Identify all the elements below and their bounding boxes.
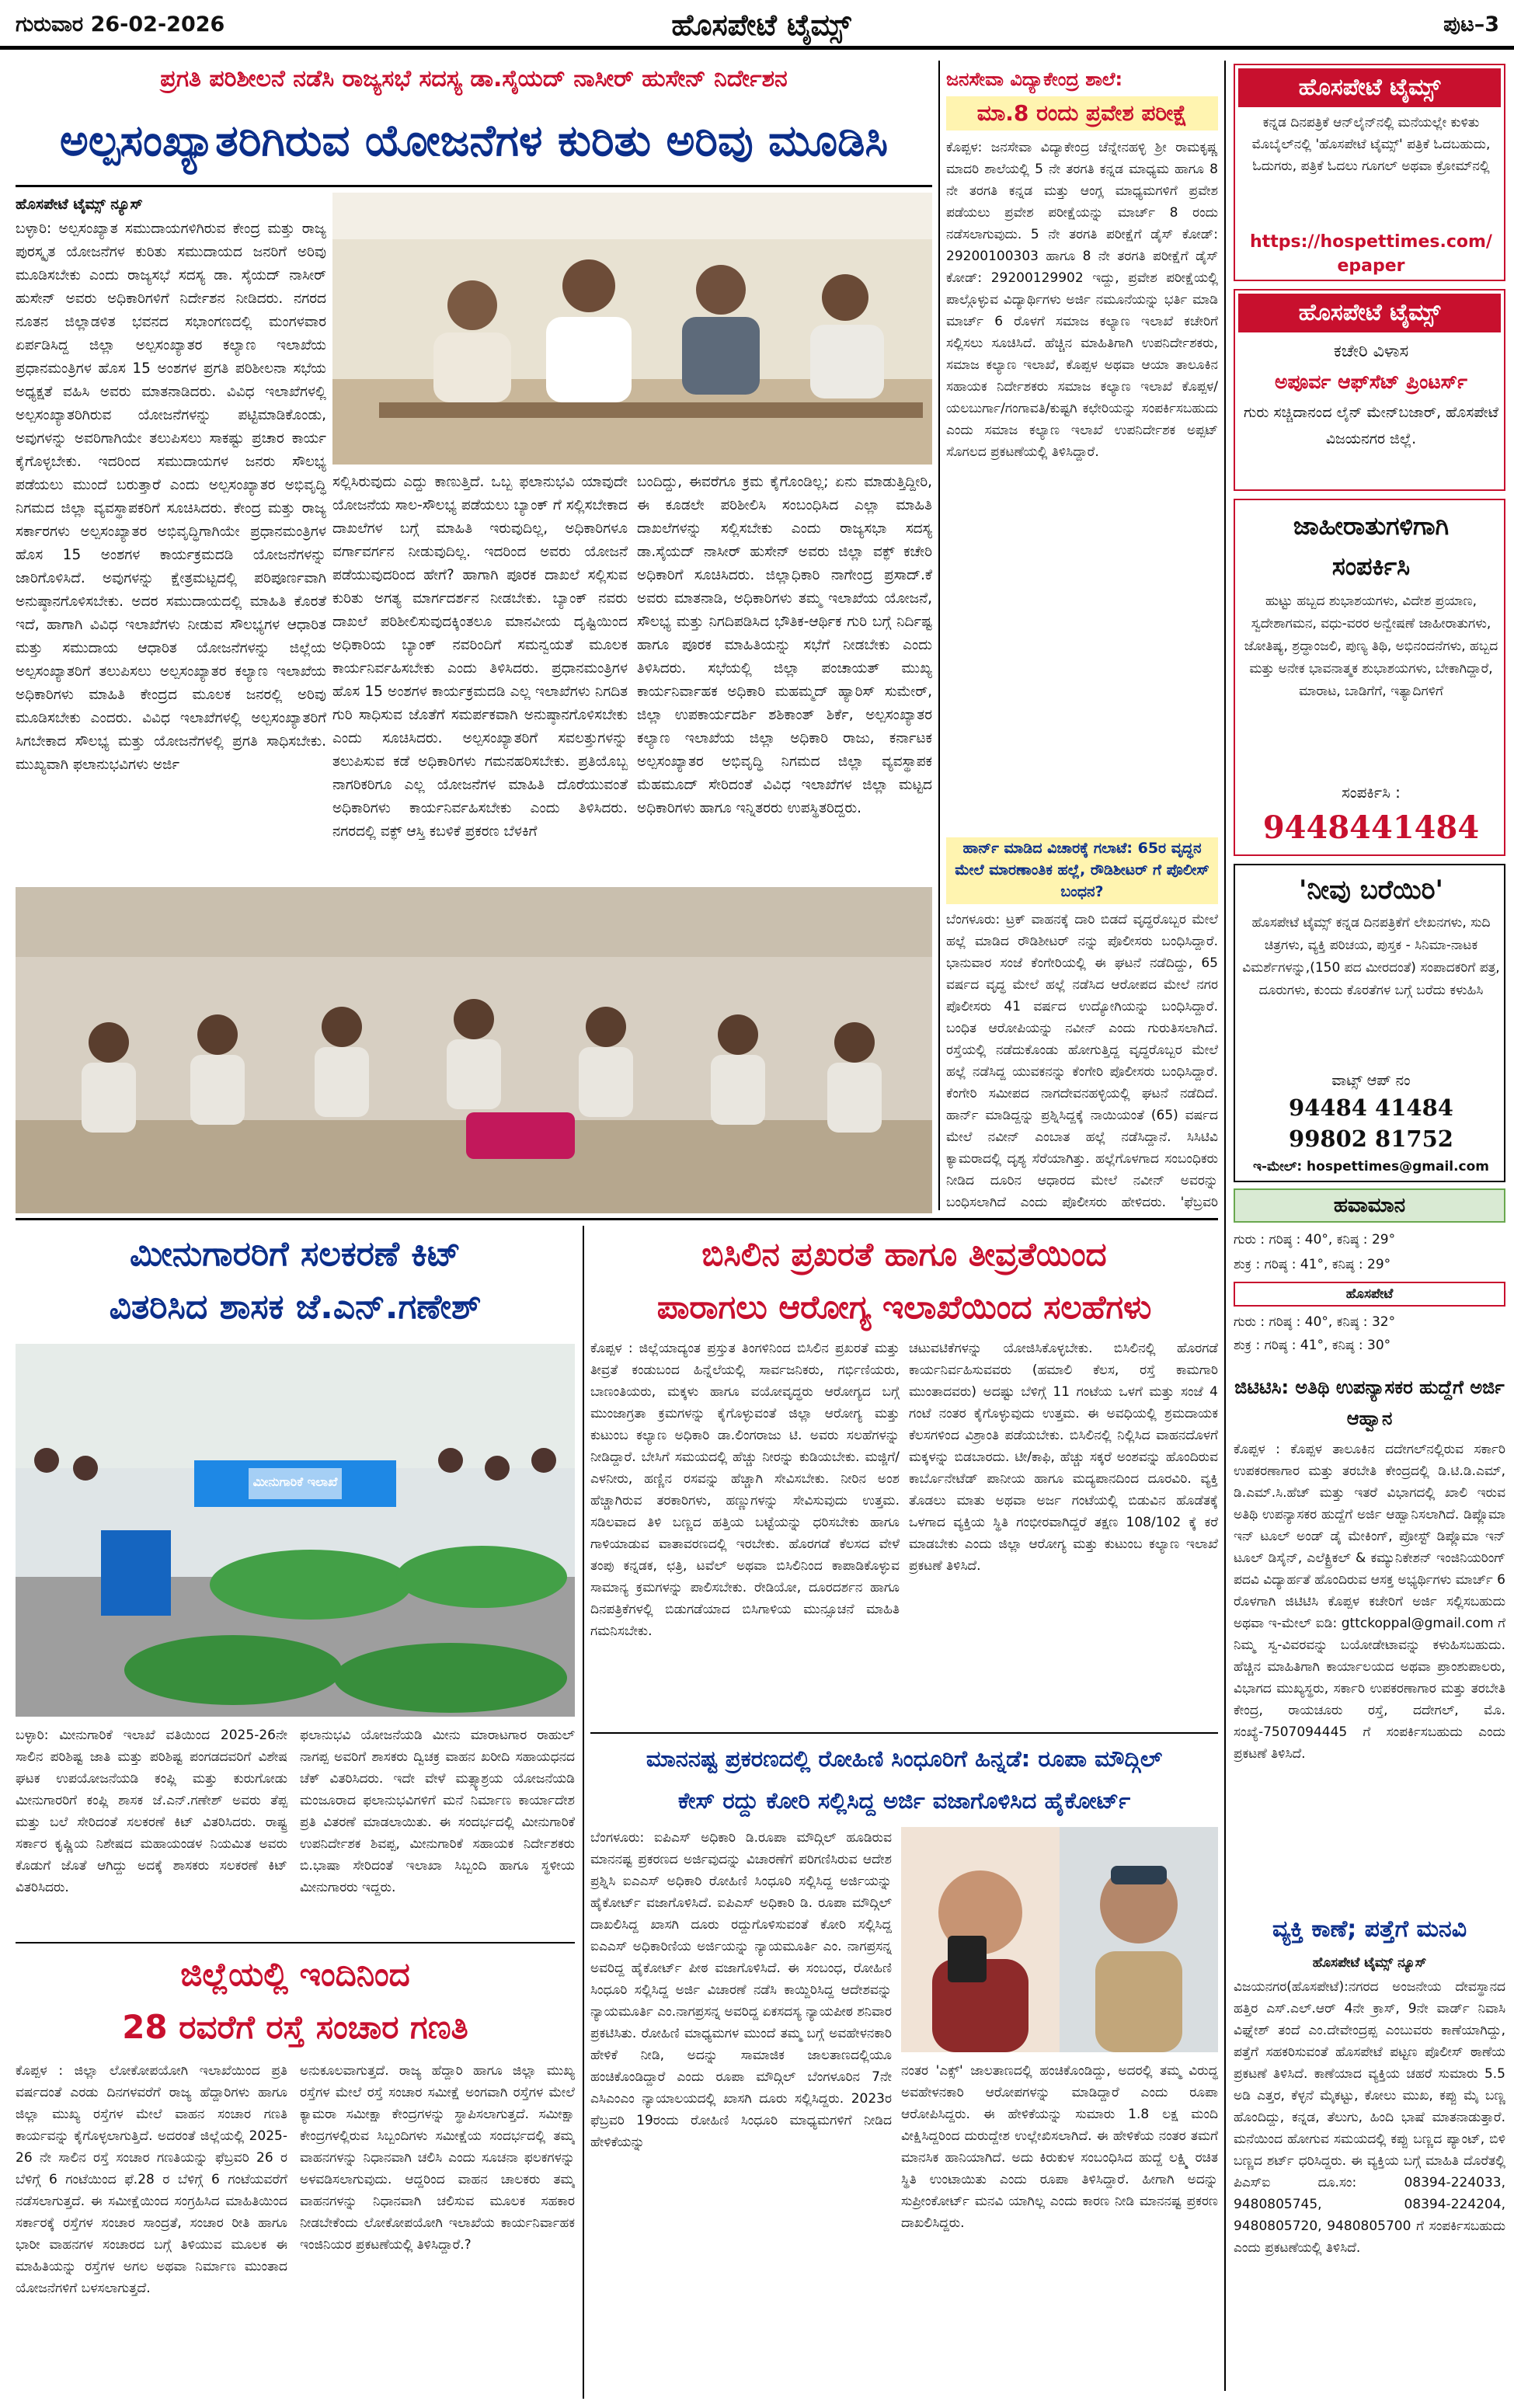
masthead	[0, 0, 1514, 50]
ad-write	[1234, 864, 1505, 1182]
ad-office-addr: ಗುರು ಸಚ್ಚಿದಾನಂದ ಲೈನ್ ಮೇನ್‌ಬಜಾರ್, ಹೊಸಪೇಟೆ ವಿಜಯನಗರ ಜಿಲ್ಲೆ.	[1244, 404, 1498, 447]
ad-classified-contact: ಸಂಪರ್ಕಿಸಿ :	[1342, 783, 1401, 802]
ad-classified-body: ಹುಟ್ಟು ಹಬ್ಬದ ಶುಭಾಶಯಗಳು, ವಿದೇಶ ಪ್ರಯಾಣ, ಸ್ವದೇಶಾಗಮನ, ವಧು-ವರರ ಅನ್ವೇಷಣೆ ಜಾಹೀರಾತುಗಳು, ಜೋತಿಷ್ಯ, ಶ್ರದ್ಧಾಂಜಲಿ, ಪುಣ್ಯ ತಿಥಿ, ಅಭಿನಂದನೆಗಳು, ಹಬ್ಬದ ಮತ್ತು ಅನೇಕ ಭಾವನಾತ್ಮಕ ಶುಭಾಶಯಗಳು, ಬೇಕಾಗಿದ್ದಾರೆ, ಮಾರಾಟ, ಬಾಡಿಗೆಗೆ, ಇತ್ಯಾದಿಗಳಿಗೆ	[1244, 593, 1498, 699]
ad-classified-phone: 9448441484	[1262, 809, 1480, 846]
fisher-photo	[16, 1344, 575, 1717]
meeting-photo-art	[332, 193, 932, 465]
missing-body: ವಿಜಯನಗರ(ಹೊಸಪೇಟೆ):ನಗರದ ಅಂಜನೇಯ ದೇವಸ್ಥಾನದ ಹತ್ತಿರ ಎಸ್.ಎಲ್.ಆರ್ 4ನೇ ಕ್ರಾಸ್, 9ನೇ ವಾರ್ಡ್ ನಿವಾಸಿ ವಿಘ್ನೇಶ್ ತಂದೆ ಎಂ.ದೇವೇಂದ್ರಪ್ಪ ಎಂಬುವರು ಕಾಣೆಯಾಗಿದ್ದು, ಪತ್ತೆಗೆ ಸಹಕರಿಸುವಂತೆ ಹೊಸಪೇಟೆ ಪಟ್ಟಣ ಪೊಲೀಸ್ ಠಾಣೆಯ ಪ್ರಕಟಣೆ ತಿಳಿಸಿದೆ. ಕಾಣೆಯಾದ ವ್ಯಕ್ತಿಯ ಚಹರೆ ಸುಮಾರು 5.5 ಅಡಿ ಎತ್ತರ, ಕೆಳ್ಳನೆ ಮೈಕಟ್ಟು, ಕೋಲು ಮುಖ, ಕಪ್ಪು ಮೈ ಬಣ್ಣ ಹೊಂದಿದ್ದು, ಕನ್ನಡ, ತೆಲುಗು, ಹಿಂದಿ ಭಾಷೆ ಮಾತನಾಡುತ್ತಾರೆ. ಮನೆಯಿಂದ ಹೋಗುವ ಸಮಯದಲ್ಲಿ ಕಪ್ಪು ಬಣ್ಣದ ಪ್ಯಾಂಟ್, ಬಿಳಿ ಬಣ್ಣದ ಶರ್ಟ್ ಧರಿಸಿದ್ದರು. ಈ ವ್ಯಕ್ತಿಯ ಬಗ್ಗೆ ಮಾಹಿತಿ ದೊರೆತಲ್ಲಿ ಪಿಎಸ್ಐ ದೂ.ಸಂ: 08394-224033, 9480805745, 08394-224204, 9480805720, 9480805700 ಗೆ ಸಂಪರ್ಕಿಸಬಹುದು ಎಂದು ಪ್ರಕಟಣೆಯಲ್ಲಿ ತಿಳಿಸಿದೆ.	[1234, 1979, 1505, 2256]
missing-headline: ವ್ಯಕ್ತಿ ಕಾಣೆ; ಪತ್ತೆಗೆ ಮನವಿ	[1272, 1916, 1467, 1943]
masthead-title: ಹೊಸಪೇಟೆ ಟೈಮ್ಸ್	[671, 8, 851, 42]
lead-rule	[16, 185, 932, 187]
ad-write-email: ಇ-ಮೇಲ್: hospettimes@gmail.com	[1252, 1159, 1490, 1174]
court-col2: ನಂತರ 'ಎಕ್ಸ್' ಜಾಲತಾಣದಲ್ಲಿ ಹಂಚಿಕೊಂಡಿದ್ದು, ಅದರಲ್ಲಿ ತಮ್ಮ ವಿರುದ್ಧ ಅವಹೇಳನಕಾರಿ ಆರೋಪಗಳನ್ನು ಮಾಡಿದ್ದಾರೆ ಎಂದು ರೂಪಾ ಆರೋಪಿಸಿದ್ದರು. ಈ ಹೇಳಿಕೆಯನ್ನು ಸುಮಾರು 1.8 ಲಕ್ಷ ಮಂದಿ ವೀಕ್ಷಿಸಿದ್ದರಿಂದ ದುರುದ್ದೇಶ ಉಲ್ಲೇಖಿಸಲಾಗಿದೆ. ಈ ಹೇಳಿಕೆಯ ನಂತರ ತಮಗೆ ಮಾನಸಿಕ ಹಾನಿಯಾಗಿದೆ. ಅದು ಕಿರುಕುಳ ಸಂಬಂಧಿಸಿದ ಹುದ್ದೆ ಲಕ್ಷ್ಮಿ ರಚಿತ ಸ್ಥಿತಿ ಉಂಟಾಯಿತು ಎಂದು ರೂಪಾ ತಿಳಿಸಿದ್ದಾರೆ. ಹೀಗಾಗಿ ಅದನ್ನು ಸುಪ್ರೀಂಕೋರ್ಟ್ ಮನವಿ ಯಾಗಿಲ್ಲ ಎಂದು ಕಾರಣ ನೀಡಿ ಮಾನನಷ್ಟ ಪ್ರಕರಣ ದಾಖಲಿಸಿದ್ದರು.	[901, 2063, 1218, 2231]
ad-write-phone2: 99802 81752	[1289, 1126, 1453, 1152]
lead-kicker: ಪ್ರಗತಿ ಪರಿಶೀಲನೆ ನಡೆಸಿ ರಾಜ್ಯಸಭೆ ಸದಸ್ಯ ಡಾ.ಸೈಯದ್ ನಾಸೀರ್ ಹುಸೇನ್ ನಿರ್ದೇಶನ	[160, 65, 788, 92]
murder-kicker: ಹಾರ್ನ್ ಮಾಡಿದ ವಿಚಾರಕ್ಕೆ ಗಲಾಟೆ: 65ರ ವೃದ್ಧನ ಮೇಲೆ ಮಾರಣಾಂತಿಕ ಹಲ್ಲೆ, ರೌಡಿಶೀಟರ್ ಗೆ ಪೊಲೀಸ್ ಬಂಧನ?	[946, 837, 1218, 904]
audience-photo	[16, 887, 932, 1213]
missing-byline: ಹೊಸಪೇಟೆ ಟೈಮ್ಸ್ ನ್ಯೂಸ್	[1312, 1955, 1427, 1971]
ad-online-url[interactable]: https://hospettimes.com/	[1250, 232, 1492, 252]
ad-online-epaper[interactable]: epaper	[1337, 256, 1405, 276]
ad-classified-title: ಜಾಹೀರಾತುಗಳಿಗಾಗಿ	[1293, 511, 1450, 541]
divider-v1	[938, 61, 940, 1210]
ad-office-printer: ಅಪೂರ್ವ ಆಫ್‌ಸೆಟ್ ಪ್ರಿಂಟರ್ಸ್	[1274, 371, 1468, 393]
lecturer-headline: ಜಿಟಿಟಿಸಿ: ಅತಿಥಿ ಉಪನ್ಯಾಸಕರ ಹುದ್ದೆಗೆ ಅರ್ಜಿ ಆಹ್ವಾನ	[1234, 1376, 1505, 1429]
exam-kicker: ಜನಸೇವಾ ವಿದ್ಯಾಕೇಂದ್ರ ಶಾಲೆ:	[946, 68, 1123, 90]
ad-write-body: ಹೊಸಪೇಟೆ ಟೈಮ್ಸ್ ಕನ್ನಡ ದಿನಪತ್ರಿಕೆಗೆ ಲೇಖನಗಳು, ಸುದಿ ಚಿತ್ರಗಳು, ವ್ಯಕ್ತಿ ಪರಿಚಯ, ಪುಸ್ತಕ - ಸಿನಿಮಾ-ನಾಟಕ ವಿಮರ್ಶೆಗಳನ್ನು,(150 ಪದ ಮೀರದಂತೆ) ಸಂಪಾದಕರಿಗೆ ಪತ್ರ, ದೂರುಗಳು, ಕುಂದು ಕೊರತೆಗಳ ಬಗ್ಗೆ ಬರೆದು ಕಳುಹಿಸಿ	[1242, 915, 1500, 998]
divider-h3	[590, 1732, 1218, 1734]
ad-classified-title2: ಸಂಪರ್ಕಿಸಿ	[1331, 552, 1411, 581]
exam-body: ಕೊಪ್ಪಳ: ಜನಸೇವಾ ವಿದ್ಯಾಕೇಂದ್ರ ಚೆನ್ನೇನಹಳ್ಳಿ ಶ್ರೀ ರಾಮಕೃಷ್ಣ ಮಾದರಿ ಶಾಲೆಯಲ್ಲಿ 5 ನೇ ತರಗತಿ ಕನ್ನಡ ಮಾಧ್ಯಮ ಹಾಗೂ 8 ನೇ ತರಗತಿ ಕನ್ನಡ ಮತ್ತು ಆಂಗ್ಲ ಮಾಧ್ಯಮಗಳಿಗೆ ಪ್ರವೇಶ ಪಡೆಯಲು ಪ್ರವೇಶ ಪರೀಕ್ಷೆಯನ್ನು ಮಾರ್ಚ್ 8 ರಂದು ನಡೆಸಲಾಗುವುದು. 5 ನೇ ತರಗತಿ ಪರೀಕ್ಷೆಗೆ ಡೈಸ್ ಕೋಡ್: 29200100303 ಹಾಗೂ 8 ನೇ ತರಗತಿ ಪರೀಕ್ಷೆಗೆ ಡೈಸ್ ಕೋಡ್: 29200129902 ಇದ್ದು, ಪ್ರವೇಶ ಪರೀಕ್ಷೆಯಲ್ಲಿ ಪಾಲ್ಗೊಳ್ಳುವ ವಿದ್ಯಾರ್ಥಿಗಳು ಅರ್ಜಿ ನಮೂನೆಯನ್ನು ಭರ್ತಿ ಮಾಡಿ ಮಾರ್ಚ್ 6 ರೊಳಗೆ ಸಮಾಜ ಕಲ್ಯಾಣ ಇಲಾಖೆ ಕಚೇರಿಗೆ ಸಲ್ಲಿಸಲು ಸೂಚಿಸಿದೆ. ಹೆಚ್ಚಿನ ಮಾಹಿತಿಗಾಗಿ ಉಪನಿರ್ದೇಶಕರು, ಸಮಾಜ ಕಲ್ಯಾಣ ಇಲಾಖೆ, ಕೊಪ್ಪಳ ಅಥವಾ ಆಯಾ ತಾಲೂಕಿನ ಸಹಾಯಕ ನಿರ್ದೇಶಕರು ಸಮಾಜ ಕಲ್ಯಾಣ ಇಲಾಖೆ ಕೊಪ್ಪಳ/ಯಲಬುರ್ಗಾ/ಗಂಗಾವತಿ/ಕುಷ್ಟಗಿ ಕಛೇರಿಯನ್ನು ಸಂಪರ್ಕಿಸಬಹುದು ಎಂದು ಸಮಾಜ ಕಲ್ಯಾಣ ಇಲಾಖೆ ಉಪನಿರ್ದೇಶಕ ಅಪ್ಪಟ್ ಸೊಗಲದ ಪ್ರಕಟಣೆಯಲ್ಲಿ ತಿಳಿಸಿದ್ದಾರೆ.	[946, 140, 1218, 460]
court-col1: ಬೆಂಗಳೂರು: ಐಪಿಎಸ್ ಅಧಿಕಾರಿ ಡಿ.ರೂಪಾ ಮೌದ್ಗಿಲ್ ಹೂಡಿರುವ ಮಾನನಷ್ಟ ಪ್ರಕರಣದ ಅರ್ಜಿವುದನ್ನು ವಿಚಾರಣೆಗೆ ಪರಿಗಣಿಸಿರುವ ಆದೇಶ ಪ್ರಶ್ನಿಸಿ ಐಎಎಸ್ ಅಧಿಕಾರಿ ರೋಹಿಣಿ ಸಿಂಧೂರಿ ಸಲ್ಲಿಸಿದ್ದ ಅರ್ಜಿಯನ್ನು ಹೈಕೋರ್ಟ್ ವಜಾಗೊಳಿಸಿದೆ. ಐಪಿಎಸ್ ಅಧಿಕಾರಿ ಡಿ. ರೂಪಾ ಮೌದ್ಗಿಲ್ ದಾಖಲಿಸಿದ್ದ ಖಾಸಗಿ ದೂರು ರದ್ದುಗೊಳಿಸುವಂತೆ ಕೋರಿ ಸಲ್ಲಿಸಿದ್ದ ಐಎಎಸ್ ಅಧಿಕಾರಿಣಿಯ ಅರ್ಜಿಯನ್ನು ನ್ಯಾಯಮೂರ್ತಿ ಎಂ. ನಾಗಪ್ರಸನ್ನ ಅವರಿದ್ದ ಹೈಕೋರ್ಟ್ ಪೀಠ ವಜಾಗೊಳಿಸಿದೆ. ಈ ಸಂಬಂಧ, ರೋಹಿಣಿ ಸಿಂಧೂರಿ ಸಲ್ಲಿಸಿದ್ದ ಅರ್ಜಿ ವಿಚಾರಣೆ ನಡೆಸಿ ಕಾಯ್ದಿರಿಸಿದ್ದ ಆದೇಶವನ್ನು ನ್ಯಾಯಮೂರ್ತಿ ಎಂ.ನಾಗಪ್ರಸನ್ನ ಅವರಿದ್ದ ಏಕಸದಸ್ಯ ನ್ಯಾಯಪೀಠ ಶನಿವಾರ ಪ್ರಕಟಿಸಿತು. ರೋಹಿಣಿ ಮಾಧ್ಯಮಗಳ ಮುಂದೆ ತಮ್ಮ ಬಗ್ಗೆ ಅವಹೇಳನಕಾರಿ ಹೇಳಿಕೆ ನೀಡಿ, ಅದನ್ನು ಸಾಮಾಜಿಕ ಜಾಲತಾಣದಲ್ಲಿಯೂ ಹಂಚಿಕೊಂಡಿದ್ದಾರೆ ಎಂದು ರೂಪಾ ಮೌದ್ಗಿಲ್ ಬೆಂಗಳೂರಿನ 7ನೇ ಎಸಿಎಂಎಂ ನ್ಯಾಯಾಲಯದಲ್ಲಿ ಖಾಸಗಿ ದೂರು ಸಲ್ಲಿಸಿದ್ದರು. 2023ರ ಫೆಬ್ರವರಿ 19ರಂದು ರೋಹಿಣಿ ಸಿಂಧೂರಿ ಮಾಧ್ಯಮಗಳಿಗೆ ನೀಡಿದ ಹೇಳಿಕೆಯನ್ನು	[590, 1830, 892, 2150]
weather-box	[1234, 1188, 1505, 1359]
heat-col2: ಚಟುವಟಿಕೆಗಳನ್ನು ಯೋಜಿಸಿಕೊಳ್ಳಬೇಕು. ಬಿಸಿಲಿನಲ್ಲಿ ಹೊರಗಡೆ ಕಾರ್ಯನಿರ್ವಹಿಸುವವರು (ಹಮಾಲಿ ಕೆಲಸ, ರಸ್ತೆ ಕಾಮಗಾರಿ ಮುಂತಾದವರು) ಅದಷ್ಟು ಬೆಳಿಗ್ಗೆ 11 ಗಂಟೆಯ ಒಳಗೆ ಮತ್ತು ಸಂಜೆ 4 ಗಂಟೆ ನಂತರ ಕೈಗೊಳ್ಳುವುದು ಉತ್ತಮ. ಈ ಅವಧಿಯಲ್ಲಿ ಶ್ರಮದಾಯಕ ಕೆಲಸಗಳಿಂದ ವಿಶ್ರಾಂತಿ ಪಡೆಯಬೇಕು. ಬಿಸಿಲಿನಲ್ಲಿ ನಿಲ್ಲಿಸಿದ ವಾಹನದೊಳಗೆ ಮಕ್ಕಳನ್ನು ಬಿಡಬಾರದು. ಟೀ/ಕಾಫಿ, ಹೆಚ್ಚು ಸಕ್ಕರೆ ಅಂಶವನ್ನು ಹೊಂದಿರುವ ಕಾರ್ಬೊನೇಟೆಡ್ ಪಾನೀಯ ಹಾಗೂ ಮದ್ಯಪಾನದಿಂದ ದೂರವಿರಿ. ವ್ಯಕ್ತಿ ತೊಡಲು ಮಾತು ಅಥವಾ ಅರ್ಜ ಗಂಟೆಯಲ್ಲಿ ಬಿಡುವಿನ ಹೊಡೆತಕ್ಕೆ ಒಳಗಾದ ವ್ಯಕ್ತಿಯ ಸ್ಥಿತಿ ಗಂಭೀರವಾಗಿದ್ದರೆ ತಕ್ಷಣ 108/102 ಕ್ಕೆ ಕರೆ ಮಾಡಬೇಕು ಎಂದು ಜಿಲ್ಲಾ ಆರೋಗ್ಯ ಮತ್ತು ಕುಟುಂಬ ಕಲ್ಯಾಣ ಇಲಾಖೆ ಪ್ರಕಟಣೆ ತಿಳಿಸಿದೆ.	[909, 1341, 1218, 1574]
ad-office-title: ಹೊಸಪೇಟೆ ಟೈಮ್ಸ್	[1238, 294, 1501, 332]
census-col2: ಅನುಕೂಲವಾಗುತ್ತದೆ. ರಾಜ್ಯ ಹೆದ್ದಾರಿ ಹಾಗೂ ಜಿಲ್ಲಾ ಮುಖ್ಯ ರಸ್ತೆಗಳ ಮೇಲೆ ರಸ್ತೆ ಸಂಚಾರ ಸಮೀಕ್ಷೆ ಅಂಗವಾಗಿ ರಸ್ತೆಗಳ ಮೇಲೆ ಕ್ಯಾಮರಾ ಸಮೀಕ್ಷಾ ಕೇಂದ್ರಗಳನ್ನು ಸ್ಥಾಪಿಸಲಾಗುತ್ತದೆ. ಸಮೀಕ್ಷಾ ಕೇಂದ್ರಗಳಲ್ಲಿರುವ ಸಿಬ್ಬಂದಿಗಳು ಸಮೀಕ್ಷೆಯ ಸಂದರ್ಭದಲ್ಲಿ ತಮ್ಮ ವಾಹನಗಳನ್ನು ನಿಧಾನವಾಗಿ ಚಲಿಸಿ ಎಂದು ಸೂಚನಾ ಫಲಕಗಳನ್ನು ಅಳವಡಿಸಲಾಗುವುದು. ಆದ್ದರಿಂದ ವಾಹನ ಚಾಲಕರು ತಮ್ಮ ವಾಹನಗಳನ್ನು ನಿಧಾನವಾಗಿ ಚಲಿಸುವ ಮೂಲಕ ಸಹಕಾರ ನೀಡಬೇಕೆಂದು ಲೋಕೋಪಯೋಗಿ ಇಲಾಖೆಯ ಕಾರ್ಯನಿರ್ವಾಹಕ ಇಂಜಿನಿಯರ ಪ್ರಕಟಣೆಯಲ್ಲಿ ತಿಳಿಸಿದ್ದಾರೆ.?	[300, 2063, 575, 2253]
weather-row2: ಶುಕ್ರ : ಗರಿಷ್ಠ : 41°, ಕನಿಷ್ಠ : 29°	[1234, 1257, 1391, 1272]
lead-byline: ಹೊಸಪೇಟೆ ಟೈಮ್ಸ್ ನ್ಯೂಸ್	[16, 196, 143, 213]
masthead-page: ಪುಟ–3	[1443, 12, 1499, 37]
ad-office-line1: ಕಚೇರಿ ವಿಳಾಸ	[1333, 342, 1409, 361]
ad-write-phone1: 94484 41484	[1289, 1094, 1453, 1121]
weather-city: ಹೊಸಪೇಟೆ	[1234, 1282, 1505, 1307]
masthead-date: ಗುರುವಾರ 26-02-2026	[16, 12, 225, 37]
ad-office	[1234, 289, 1505, 491]
ad-online-body: ಕನ್ನಡ ದಿನಪತ್ರಿಕೆ ಆನ್‌ಲೈನ್‌ನಲ್ಲಿ ಮನೆಯಲ್ಲೇ ಕುಳಿತು ಮೊಬೈಲ್‌ನಲ್ಲಿ 'ಹೊಸಪೇಟೆ ಟೈಮ್ಸ್' ಪತ್ರಿಕೆ ಓದಬಹುದು, ಓದುಗರು, ಪತ್ರಿಕೆ ಓದಲು ಗೂಗಲ್ ಅಥವಾ ಕ್ರೋಮ್‌ನಲ್ಲಿ	[1251, 115, 1491, 174]
lead-col3: ಬಂದಿದ್ದು, ಈವರೆಗೂ ಕ್ರಮ ಕೈಗೊಂಡಿಲ್ಲ; ಏನು ಮಾಡುತ್ತಿದ್ದೀರಿ, ಈ ಕೂಡಲೇ ಪರಿಶೀಲಿಸಿ ಸಂಬಂಧಿಸಿದ ಎಲ್ಲಾ ಮಾಹಿತಿ ದಾಖಲೆಗಳನ್ನು ಸಲ್ಲಿಸಬೇಕು ಎಂದು ರಾಜ್ಯಸಭಾ ಸದಸ್ಯ ಡಾ.ಸೈಯದ್ ನಾಸೀರ್ ಹುಸೇನ್ ಅವರು ಜಿಲ್ಲಾ ವಕ್ಫ್ ಕಚೇರಿ ಅಧಿಕಾರಿಗೆ ಸೂಚಿಸಿದರು. ಜಿಲ್ಲಾಧಿಕಾರಿ ನಾಗೇಂದ್ರ ಪ್ರಸಾದ್.ಕೆ ಅವರು ಮಾತನಾಡಿ, ಅಧಿಕಾರಿಗಳು ತಮ್ಮ ಇಲಾಖೆಯ ಯೋಜನೆ, ಸೌಲಭ್ಯ ಮತ್ತು ನಿಗದಿಪಡಿಸಿದ ಭೌತಿಕ-ಆರ್ಥಿಕ ಗುರಿ ಬಗ್ಗೆ ನಿರ್ದಿಷ್ಟ ಹಾಗೂ ಪೂರಕ ಮಾಹಿತಿಯನ್ನು ಸಭೆಗೆ ನೀಡಬೇಕು ಎಂದು ತಿಳಿಸಿದರು. ಸಭೆಯಲ್ಲಿ ಜಿಲ್ಲಾ ಪಂಚಾಯತ್ ಮುಖ್ಯ ಕಾರ್ಯನಿರ್ವಾಹಕ ಅಧಿಕಾರಿ ಮಹಮ್ಮದ್ ಹ್ಯಾರಿಸ್ ಸುಮೇರ್, ಜಿಲ್ಲಾ ಉಪಕಾರ್ಯದರ್ಶಿ ಶಶಿಕಾಂತ್ ಶಿರ್ಕೆ, ಅಲ್ಪಸಂಖ್ಯಾತರ ಕಲ್ಯಾಣ ಇಲಾಖೆಯ ಜಿಲ್ಲಾ ಅಧಿಕಾರಿ ರಾಜು, ಕರ್ನಾಟಕ ಅಲ್ಪಸಂಖ್ಯಾತರ ಅಭಿವೃದ್ಧಿ ನಿಗಮದ ಜಿಲ್ಲಾ ವ್ಯವಸ್ಥಾಪಕ ಮೆಹಮೂದ್ ಸೇರಿದಂತೆ ವಿವಿಧ ಇಲಾಖೆಗಳ ಜಿಲ್ಲಾ ಮಟ್ಟದ ಅಧಿಕಾರಿಗಳು ಹಾಗೂ ಇನ್ನಿತರರು ಉಪಸ್ಥಿತರಿದ್ದರು.	[637, 474, 932, 816]
divider-h2	[16, 1942, 575, 1943]
census-headline1: ಜಿಲ್ಲೆಯಲ್ಲಿ ಇಂದಿನಿಂದ	[180, 1955, 410, 1993]
fisher-photo-art	[16, 1344, 575, 1717]
fisher-photo-banner: ಮೀನುಗಾರಿಕೆ ಇಲಾಖೆ	[252, 1474, 338, 1489]
divider-v2	[1224, 61, 1226, 2391]
fisher-headline2: ವಿತರಿಸಿದ ಶಾಸಕ ಜೆ.ಎನ್.ಗಣೇಶ್	[109, 1287, 482, 1327]
lead-headline: ಅಲ್ಪಸಂಖ್ಯಾತರಿಗಿರುವ ಯೋಜನೆಗಳ ಕುರಿತು ಅರಿವು ಮೂಡಿಸಿ	[59, 116, 889, 166]
divider-v3	[583, 1226, 584, 2399]
fisher-col1: ಬಳ್ಳಾರಿ: ಮೀನುಗಾರಿಕೆ ಇಲಾಖೆ ವತಿಯಿಂದ 2025-26ನೇ ಸಾಲಿನ ಪರಿಶಿಷ್ಟ ಜಾತಿ ಮತ್ತು ಪರಿಶಿಷ್ಟ ಪಂಗಡದವರಿಗೆ ವಿಶೇಷ ಘಟಕ ಉಪಯೋಜನೆಯಡಿ ಕಂಪ್ಲಿ ಮತ್ತು ಕುರುಗೋಡು ಮೀನುಗಾರರಿಗೆ ಕಂಪ್ಲಿ ಶಾಸಕ ಜೆ.ಎನ್.ಗಣೇಶ್ ಅವರು ತೆಪ್ಪ ಮತ್ತು ಬಲೆ ಸೇರಿದಂತೆ ಸಲಕರಣೆ ಕಿಟ್ ವಿತರಿಸಿದರು. ರಾಷ್ಟ್ರ ಸರ್ಕಾರ ಕೃಷ್ಣಿಯ ನಿಶೇಷದ ಮಹಾಯಂಡಳ ನಿಯಮಿತ ಅವರು ಕೊಡುಗೆ ಜೊತೆ ಆಗಿದ್ದು ಅದಕ್ಕೆ ಶಾಸಕರು ಸಲಕರಣೆ ಕಿಟ್ ವಿತರಿಸಿದರು.	[16, 1728, 287, 1895]
ad-online	[1234, 64, 1505, 281]
weather-row3: ಗುರು : ಗರಿಷ್ಠ : 40°, ಕನಿಷ್ಠ : 32°	[1234, 1314, 1396, 1330]
weather-row1: ಗುರು : ಗರಿಷ್ಠ : 40°, ಕನಿಷ್ಠ : 29°	[1234, 1232, 1396, 1247]
ad-classified	[1234, 499, 1505, 856]
lead-col1: ಬಳ್ಳಾರಿ: ಅಲ್ಪಸಂಖ್ಯಾತ ಸಮುದಾಯಗಳಿಗಿರುವ ಕೇಂದ್ರ ಮತ್ತು ರಾಜ್ಯ ಪುರಸ್ಕೃತ ಯೋಜನೆಗಳ ಕುರಿತು ಸಮುದಾಯದ ಜನರಿಗೆ ಅರಿವು ಮೂಡಿಸಬೇಕು ಎಂದು ರಾಜ್ಯಸಭೆ ಸದಸ್ಯ ಡಾ. ಸೈಯದ್ ನಾಸೀರ್ ಹುಸೇನ್ ಅವರು ಅಧಿಕಾರಿಗಳಿಗೆ ನಿರ್ದೇಶನ ನೀಡಿದರು. ನಗರದ ನೂತನ ಜಿಲ್ಲಾಡಳಿತ ಭವನದ ಸಭಾಂಗಣದಲ್ಲಿ ಮಂಗಳವಾರ ಏರ್ಪಡಿಸಿದ್ದ ಜಿಲ್ಲಾ ಅಲ್ಪಸಂಖ್ಯಾತರ ಕಲ್ಯಾಣ ಇಲಾಖೆಯ ಪ್ರಧಾನಮಂತ್ರಿಗಳ ಹೊಸ 15 ಅಂಶಗಳ ಪ್ರಗತಿ ಪರಿಶೀಲನಾ ಸಭೆಯ ಅಧ್ಯಕ್ಷತೆ ವಹಿಸಿ ಅವರು ಮಾತನಾಡಿದರು. ವಿವಿಧ ಇಲಾಖೆಗಳಲ್ಲಿ ಅಲ್ಪಸಂಖ್ಯಾತರಿಗಿರುವ ಯೋಜನೆಗಳನ್ನು ಪಟ್ಟಿಮಾಡಿಕೊಂಡು, ಅವುಗಳನ್ನು ಅವರಿಗಾಗಿಯೇ ತಲುಪಿಸಲು ಸಾಕಷ್ಟು ಪ್ರಚಾರ ಕಾರ್ಯ ಕೈಗೊಳ್ಳಬೇಕು. ಇದರಿಂದ ಸಮುದಾಯಗಳ ಜನರು ಸೌಲಭ್ಯ ಪಡೆಯಲು ಮುಂದೆ ಬರುತ್ತಾರೆ ಎಂದು ಅಲ್ಪಸಂಖ್ಯಾತರ ಅಭಿವೃದ್ಧಿ ನಿಗಮದ ಜಿಲ್ಲಾ ವ್ಯವಸ್ಥಾಪಕರಿಗೆ ಸೂಚಿಸಿದರು. ಕೇಂದ್ರ ಮತ್ತು ರಾಜ್ಯ ಸರ್ಕಾರಗಳು ಅಲ್ಪಸಂಖ್ಯಾತರ ಅಭಿವೃದ್ಧಿಗಾಗಿಯೇ ಪ್ರಧಾನಮಂತ್ರಿಗಳ ಹೊಸ 15 ಅಂಶಗಳ ಕಾರ್ಯಕ್ರಮದಡಿ ಯೋಜನೆಗಳನ್ನು ಜಾರಿಗೊಳಿಸಿದೆ. ಅವುಗಳನ್ನು ಕ್ಷೇತ್ರಮಟ್ಟದಲ್ಲಿ ಪರಿಪೂರ್ಣವಾಗಿ ಅನುಷ್ಠಾನಗೊಳಿಸಬೇಕು. ಅದರ ಸಮುದಾಯದಲ್ಲಿ ಮಾಹಿತಿ ಕೊರತೆ ಇದೆ, ಹಾಗಾಗಿ ವಿವಿಧ ಇಲಾಖೆಗಳು ನೀಡುವ ಸೌಲಭ್ಯಗಳ ಆಧಾರಿತ ಮತ್ತು ಸಮುದಾಯ ಆಧಾರಿತ ಯೋಜನೆಗಳನ್ನು ಜಿಲ್ಲೆಯ ಅಲ್ಪಸಂಖ್ಯಾತರಿಗೆ ತಲುಪಿಸಲು ಅಲ್ಪಸಂಖ್ಯಾತರ ಕಲ್ಯಾಣ ಇಲಾಖೆಯ ಅಧಿಕಾರಿಗಳು ಮಾಹಿತಿ ಕೇಂದ್ರದ ಮೂಲಕ ಜನರಲ್ಲಿ ಅರಿವು ಮೂಡಿಸಬೇಕು ಎಂದರು. ವಿವಿಧ ಇಲಾಖೆಗಳಲ್ಲಿ ಅಲ್ಪಸಂಖ್ಯಾತರಿಗೆ ಸಿಗಬೇಕಾದ ಸೌಲಭ್ಯ ಮತ್ತು ಯೋಜನೆಗಳಲ್ಲಿ ಪ್ರಗತಿ ಸಾಧಿಸಬೇಕು. ಮುಖ್ಯವಾಗಿ ಫಲಾನುಭವಿಗಳು ಅರ್ಜಿ	[16, 221, 326, 773]
court-headline1: ಮಾನನಷ್ಟ ಪ್ರಕರಣದಲ್ಲಿ ರೋಹಿಣಿ ಸಿಂಧೂರಿಗೆ ಹಿನ್ನಡೆ: ರೂಪಾ ಮೌದ್ಗಿಲ್	[646, 1745, 1163, 1772]
ad-write-title: 'ನೀವು ಬರೆಯಿರಿ'	[1299, 875, 1443, 906]
heat-headline2: ಪಾರಾಗಲು ಆರೋಗ್ಯ ಇಲಾಖೆಯಿಂದ ಸಲಹೆಗಳು	[656, 1288, 1152, 1326]
heat-headline1: ಬಿಸಿಲಿನ ಪ್ರಖರತೆ ಹಾಗೂ ತೀವ್ರತೆಯಿಂದ	[701, 1235, 1107, 1273]
court-photo-art	[901, 1827, 1218, 2052]
murder-body: ಬೆಂಗಳೂರು: ಟ್ರಕ್ ವಾಹನಕ್ಕೆ ದಾರಿ ಬಿಡದೆ ವೃದ್ಧರೊಬ್ಬರ ಮೇಲೆ ಹಲ್ಲೆ ಮಾಡಿದ ರೌಡಿಶೀಟರ್ ನನ್ನು ಪೊಲೀಸರು ಬಂಧಿಸಿದ್ದಾರೆ. ಭಾನುವಾರ ಸಂಜೆ ಕೆಂಗೇರಿಯಲ್ಲಿ ಈ ಘಟನೆ ನಡೆದಿದ್ದು, 65 ವರ್ಷದ ವೃದ್ಧ ಮೇಲೆ ಹಲ್ಲೆ ನಡೆಸಿದ ಆರೋಪದ ಮೇಲೆ ನಗರ ಪೊಲೀಸರು 41 ವರ್ಷದ ಉದ್ಯೋಗಿಯನ್ನು ಬಂಧಿಸಿದ್ದಾರೆ. ಬಂಧಿತ ಆರೋಪಿಯನ್ನು ನವೀನ್ ಎಂದು ಗುರುತಿಸಲಾಗಿದೆ. ರಸ್ತೆಯಲ್ಲಿ ನಡೆದುಕೊಂಡು ಹೋಗುತ್ತಿದ್ದ ವೃದ್ಧರೊಬ್ಬರ ಮೇಲೆ ಹಲ್ಲೆ ನಡೆಸಿದ್ದ ಯುವಕನನ್ನು ಕೆಂಗೇರಿ ಪೊಲೀಸರು ಬಂಧಿಸಿದ್ದಾರೆ. ಕೆಂಗೇರಿ ಸಮೀಪದ ನಾಗದೇವನಹಳ್ಳಿಯಲ್ಲಿ ಘಟನೆ ನಡೆದಿದೆ. ಹಾರ್ನ್ ಮಾಡಿದ್ದನ್ನು ಪ್ರಶ್ನಿಸಿದ್ದಕ್ಕೆ ನಾಯಿಯಂತೆ (65) ವರ್ಷದ ಮೇಲೆ ನವೀನ್ ಎಂಬಾತ ಹಲ್ಲೆ ನಡೆಸಿದ್ದಾನೆ. ಸಿಸಿಟಿವಿ ಕ್ಯಾಮರಾದಲ್ಲಿ ದೃಶ್ಯ ಸೆರೆಯಾಗಿತ್ತು. ಹಲ್ಲೆಗೊಳಗಾದ ಸಂಬಂಧಿಕರು ನೀಡಿದ ದೂರಿನ ಆಧಾರದ ಮೇಲೆ ನವೀನ್ ಅವರನ್ನು ಬಂಧಿಸಲಾಗಿದೆ ಎಂದು ಪೊಲೀಸರು ಹೇಳಿದರು. 'ಫೆಬ್ರವರಿ	[946, 912, 1218, 1210]
weather-row4: ಶುಕ್ರ : ಗರಿಷ್ಠ : 41°, ಕನಿಷ್ಠ : 30°	[1234, 1338, 1391, 1353]
fisher-col2: ಫಲಾನುಭವಿ ಯೋಜನೆಯಡಿ ಮೀನು ಮಾರಾಟಗಾರ ರಾಹುಲ್ ನಾಗಪ್ಪ ಅವರಿಗೆ ಶಾಸಕರು ದ್ವಿಚಕ್ರ ವಾಹನ ಖರೀದಿ ಸಹಾಯಧನದ ಚೆಕ್ ವಿತರಿಸಿದರು. ಇದೇ ವೇಳೆ ಮತ್ಸ್ಯಾಶ್ರಯ ಯೋಜನೆಯಡಿ ಮಂಜೂರಾದ ಫಲಾನುಭವಿಗಳಿಗೆ ಮನೆ ನಿರ್ಮಾಣ ಕಾರ್ಯಾದೇಶ ಪ್ರತಿ ವಿತರಣೆ ಮಾಡಲಾಯಿತು. ಈ ಸಂದರ್ಭದಲ್ಲಿ ಮೀನುಗಾರಿಕೆ ಉಪನಿರ್ದೇಶಕ ಶಿವಪ್ಪ, ಮೀನುಗಾರಿಕೆ ಸಹಾಯಕ ನಿರ್ದೇಶಕರು ಬಿ.ಭಾಷಾ ಸೇರಿದಂತೆ ಇಲಾಖಾ ಸಿಬ್ಬಂದಿ ಹಾಗೂ ಸ್ಥಳೀಯ ಮೀನುಗಾರರು ಇದ್ದರು.	[300, 1728, 575, 1895]
lecturer-body: ಕೊಪ್ಪಳ : ಕೊಪ್ಪಳ ತಾಲೂಕಿನ ದದೇಗಲ್‌ನಲ್ಲಿರುವ ಸರ್ಕಾರಿ ಉಪಕರಣಾಗಾರ ಮತ್ತು ತರಬೇತಿ ಕೇಂದ್ರದಲ್ಲಿ ಡಿ.ಟಿ.ಡಿ.ಎಮ್, ಡಿ.ಎಮ್.ಸಿ.ಹೆಚ್ ಮತ್ತು ಇತರೆ ವಿಭಾಗದಲ್ಲಿ ಖಾಲಿ ಇರುವ ಅತಿಥಿ ಉಪನ್ಯಾಸಕರ ಹುದ್ದೆಗೆ ಅರ್ಜಿ ಆಹ್ವಾನಿಸಲಾಗಿದೆ. ಡಿಪ್ಲೊಮಾ ಇನ್ ಟೂಲ್ ಅಂಡ್ ಡೈ ಮೇಕಿಂಗ್, ಪ್ರೋಸ್ಟ್ ಡಿಪ್ಲೊಮಾ ಇನ್ ಟೂಲ್ ಡಿಸೈನ್, ಎಲೆಕ್ಟ್ರಿಕಲ್ & ಕಮ್ಯುನಿಕೇಶನ್ ಇಂಜಿನಿಯರಿಂಗ್ ಪದವಿ ವಿದ್ಯಾರ್ಹತೆ ಹೊಂದಿರುವ ಆಸಕ್ತ ಅಭ್ಯರ್ಥಿಗಳು ಮಾರ್ಚ್ 6 ರೊಳಗಾಗಿ ಜಿಟಿಟಿಸಿ ಕೊಪ್ಪಳ ಕಚೇರಿಗೆ ಅರ್ಜಿ ಸಲ್ಲಿಸಬಹುದು ಅಥವಾ ಇ-ಮೇಲ್ ಐಡಿ: gttckoppal@gmail.com ಗೆ ನಿಮ್ಮ ಸ್ವ-ವಿವರವನ್ನು ಬಯೋಡೇಟಾವನ್ನು ಕಳುಹಿಸಬಹುದು. ಹೆಚ್ಚಿನ ಮಾಹಿತಿಗಾಗಿ ಕಾರ್ಯಾಲಯದ ಅಥವಾ ಪ್ರಾಂಶುಪಾಲರು, ವಿಭಾಗದ ಮುಖ್ಯಸ್ಥರು, ಸರ್ಕಾರಿ ಉಪಕರಣಾಗಾರ ಮತ್ತು ತರಬೇತಿ ಕೇಂದ್ರ, ರಾಯಚೂರು ರಸ್ತೆ, ದದೇಗಲ್, ಮೊ. ಸಂಖ್ಯೆ-7507094445 ಗೆ ಸಂಪರ್ಕಿಸಬಹುದು ಎಂದು ಪ್ರಕಟಣೆ ತಿಳಿಸಿದೆ.	[1234, 1442, 1505, 1762]
ad-write-wa: ವಾಟ್ಸ್ ಆಪ್ ನಂ	[1331, 1072, 1411, 1089]
census-headline2: 28 ರವರೆಗೆ ರಸ್ತೆ ಸಂಚಾರ ಗಣತಿ	[122, 2008, 468, 2046]
court-headline2: ಕೇಸ್ ರದ್ದು ಕೋರಿ ಸಲ್ಲಿಸಿದ್ದ ಅರ್ಜಿ ವಜಾಗೊಳಿಸಿದ ಹೈಕೋರ್ಟ್	[677, 1787, 1131, 1814]
weather-title: ಹವಾಮಾನ	[1234, 1188, 1505, 1223]
ad-online-title: ಹೊಸಪೇಟೆ ಟೈಮ್ಸ್	[1238, 68, 1501, 107]
heat-col1: ಕೊಪ್ಪಳ : ಜಿಲ್ಲೆಯಾದ್ಯಂತ ಪ್ರಸ್ತುತ ತಿಂಗಳಿನಿಂದ ಬಿಸಿಲಿನ ಪ್ರಖರತೆ ಮತ್ತು ತೀವ್ರತೆ ಕಂಡುಬಂದ ಹಿನ್ನೆಲೆಯಲ್ಲಿ ಸಾರ್ವಜನಿಕರು, ಗರ್ಭಿಣಿಯರು, ಬಾಣಂತಿಯರು, ಮಕ್ಕಳು ಹಾಗೂ ವಯೋವೃದ್ಧರು ಆರೋಗ್ಯದ ಬಗ್ಗೆ ಮುಂಜಾಗ್ರತಾ ಕ್ರಮಗಳನ್ನು ಕೈಗೊಳ್ಳುವಂತೆ ಜಿಲ್ಲಾ ಆರೋಗ್ಯ ಮತ್ತು ಕುಟುಂಬ ಕಲ್ಯಾಣ ಅಧಿಕಾರಿ ಡಾ.ಲಿಂಗರಾಜು ಟಿ. ಅವರು ಸಲಹೆಗಳನ್ನು ನೀಡಿದ್ದಾರೆ. ಬೇಸಿಗೆ ಸಮಯದಲ್ಲಿ ಹೆಚ್ಚು ನೀರನ್ನು ಕುಡಿಯಬೇಕು. ಮಜ್ಜಿಗೆ/ಎಳನೀರು, ಹಣ್ಣಿನ ರಸವನ್ನು ಹೆಚ್ಚಾಗಿ ಸೇವಿಸಬೇಕು. ನೀರಿನ ಅಂಶ ಹೆಚ್ಚಾಗಿರುವ ತರಕಾರಿಗಳು, ಹಣ್ಣುಗಳನ್ನು ಸೇವಿಸುವುದು ಉತ್ತಮ. ಸಡಿಲವಾದ ತಿಳಿ ಬಣ್ಣದ ಹತ್ತಿಯ ಬಟ್ಟೆಯನ್ನು ಧರಿಸಬೇಕು ಹಾಗೂ ಗಾಳಿಯಾಡುವ ವಾತಾವರಣದಲ್ಲಿ ಇರಬೇಕು. ಹೊರಗಡೆ ಕೆಲಸದ ವೇಳೆ ತಂಪು ಕನ್ನಡಕ, ಛತ್ರಿ, ಟವೆಲ್ ಅಥವಾ ಬಿಸಿಲಿನಿಂದ ಕಾಪಾಡಿಕೊಳ್ಳುವ ಸಾಮಾನ್ಯ ಕ್ರಮಗಳನ್ನು ಪಾಲಿಸಬೇಕು. ರೇಡಿಯೋ, ದೂರದರ್ಶನ ಹಾಗೂ ದಿನಪತ್ರಿಕೆಗಳಲ್ಲಿ ಬಿಡುಗಡೆಯಾದ ಬಿಸಿಗಾಳಿಯ ಮುನ್ಸೂಚನೆ ಮಾಹಿತಿ ಗಮನಿಸಬೇಕು.	[590, 1341, 900, 1639]
fisher-headline1: ಮೀನುಗಾರರಿಗೆ ಸಲಕರಣೆ ಕಿಟ್	[130, 1234, 461, 1274]
court-photo	[901, 1827, 1218, 2052]
meeting-photo	[332, 193, 932, 465]
census-col1: ಕೊಪ್ಪಳ : ಜಿಲ್ಲಾ ಲೋಕೋಪಯೋಗಿ ಇಲಾಖೆಯಿಂದ ಪ್ರತಿ ವರ್ಷದಂತೆ ಎರಡು ದಿನಗಳವರೆಗೆ ರಾಜ್ಯ ಹೆದ್ದಾರಿಗಳು ಹಾಗೂ ಜಿಲ್ಲಾ ಮುಖ್ಯ ರಸ್ತೆಗಳ ಮೇಲೆ ವಾಹನ ಸಂಚಾರ ಗಣತಿ ಕಾರ್ಯವನ್ನು ಕೈಗೊಳ್ಳಲಾಗುತ್ತಿದೆ. ಅದರಂತೆ ಜಿಲ್ಲೆಯಲ್ಲಿ 2025-26 ನೇ ಸಾಲಿನ ರಸ್ತೆ ಸಂಚಾರ ಗಣತಿಯನ್ನು ಫೆಬ್ರವರಿ 26 ರ ಬೆಳಿಗ್ಗೆ 6 ಗಂಟೆಯಿಂದ ಫೆ.28 ರ ಬೆಳಿಗ್ಗೆ 6 ಗಂಟೆಯವರೆಗೆ ನಡೆಸಲಾಗುತ್ತದೆ. ಈ ಸಮೀಕ್ಷೆಯಿಂದ ಸಂಗ್ರಹಿಸಿದ ಮಾಹಿತಿಯಿಂದ ಸರ್ಕಾರಕ್ಕೆ ರಸ್ತೆಗಳ ಸಂಚಾರ ಸಾಂದ್ರತೆ, ಸಂಚಾರ ರೀತಿ ಹಾಗೂ ಭಾರೀ ವಾಹನಗಳ ಸಂಚಾರದ ಬಗ್ಗೆ ತಿಳಿಯುವ ಮೂಲಕ ಈ ಮಾಹಿತಿಯನ್ನು ರಸ್ತೆಗಳ ಅಗಲ ಅಥವಾ ನಿರ್ಮಾಣ ಮುಂತಾದ ಯೋಜನೆಗಳಿಗೆ ಬಳಸಲಾಗುತ್ತದೆ.	[16, 2063, 287, 2296]
audience-photo-art	[16, 887, 932, 1213]
lead-col2: ಸಲ್ಲಿಸಿರುವುದು ಎದ್ದು ಕಾಣುತ್ತಿದೆ. ಒಬ್ಬ ಫಲಾನುಭವಿ ಯಾವುದೇ ಯೋಜನೆಯ ಸಾಲ-ಸೌಲಭ್ಯ ಪಡೆಯಲು ಬ್ಯಾಂಕ್ ಗೆ ಸಲ್ಲಿಸಬೇಕಾದ ದಾಖಲೆಗಳ ಬಗ್ಗೆ ಮಾಹಿತಿ ಇರುವುದಿಲ್ಲ, ಅಧಿಕಾರಿಗಳೂ ವರ್ಗಾವರ್ಗನ ನೀಡುವುದಿಲ್ಲ. ಇದರಿಂದ ಅವರು ಯೋಜನೆ ಪಡೆಯುವುದರಿಂದ ಹೇಗೆ? ಹಾಗಾಗಿ ಪೂರಕ ದಾಖಲೆ ಸಲ್ಲಿಸುವ ಕುರಿತು ಅಗತ್ಯ ಮಾರ್ಗದರ್ಶನ ನೀಡಬೇಕು. ಬ್ಯಾಂಕ್ ನವರು ದಾಖಲೆ ಪರಿಶೀಲಿಸುವುದಕ್ಕಿಂತಲೂ ಮಾನವೀಯ ದೃಷ್ಟಿಯಿಂದ ಅಧಿಕಾರಿಯ ಬ್ಯಾಂಕ್ ನವರಿಂದಿಗೆ ಸಮನ್ವಯತೆ ಮೂಲಕ ಕಾರ್ಯನಿರ್ವಹಿಸಬೇಕು ಎಂದು ತಿಳಿಸಿದರು. ಪ್ರಧಾನಮಂತ್ರಿಗಳ ಹೊಸ 15 ಅಂಶಗಳ ಕಾರ್ಯಕ್ರಮದಡಿ ಎಲ್ಲ ಇಲಾಖೆಗಳು ನಿಗದಿತ ಗುರಿ ಸಾಧಿಸುವ ಜೊತೆಗೆ ಸಮರ್ಪಕವಾಗಿ ಅನುಷ್ಠಾನಗೊಳಿಸಬೇಕು ಎಂದು ಸೂಚಿಸಿದರು. ಅಲ್ಪಸಂಖ್ಯಾತರಿಗೆ ಸವಲತ್ತುಗಳನ್ನು ತಲುಪಿಸುವ ಕಡೆ ಅಧಿಕಾರಿಗಳು ಗಮನಹರಿಸಬೇಕು. ಪ್ರತಿಯೊಬ್ಬ ನಾಗರಿಕರಿಗೂ ಎಲ್ಲ ಯೋಜನೆಗಳ ಮಾಹಿತಿ ದೊರೆಯುವಂತೆ ಅಧಿಕಾರಿಗಳು ಕಾರ್ಯನಿರ್ವಹಿಸಬೇಕು ಎಂದು ತಿಳಿಸಿದರು. ನಗರದಲ್ಲಿ ವಕ್ಫ್ ಆಸ್ತಿ ಕಬಳಿಕೆ ಪ್ರಕರಣ ಬೆಳಕಿಗೆ	[332, 474, 628, 840]
divider-h1	[16, 1218, 1218, 1220]
exam-headline: ಮಾ.8 ರಂದು ಪ್ರವೇಶ ಪರೀಕ್ಷೆ	[946, 96, 1218, 130]
